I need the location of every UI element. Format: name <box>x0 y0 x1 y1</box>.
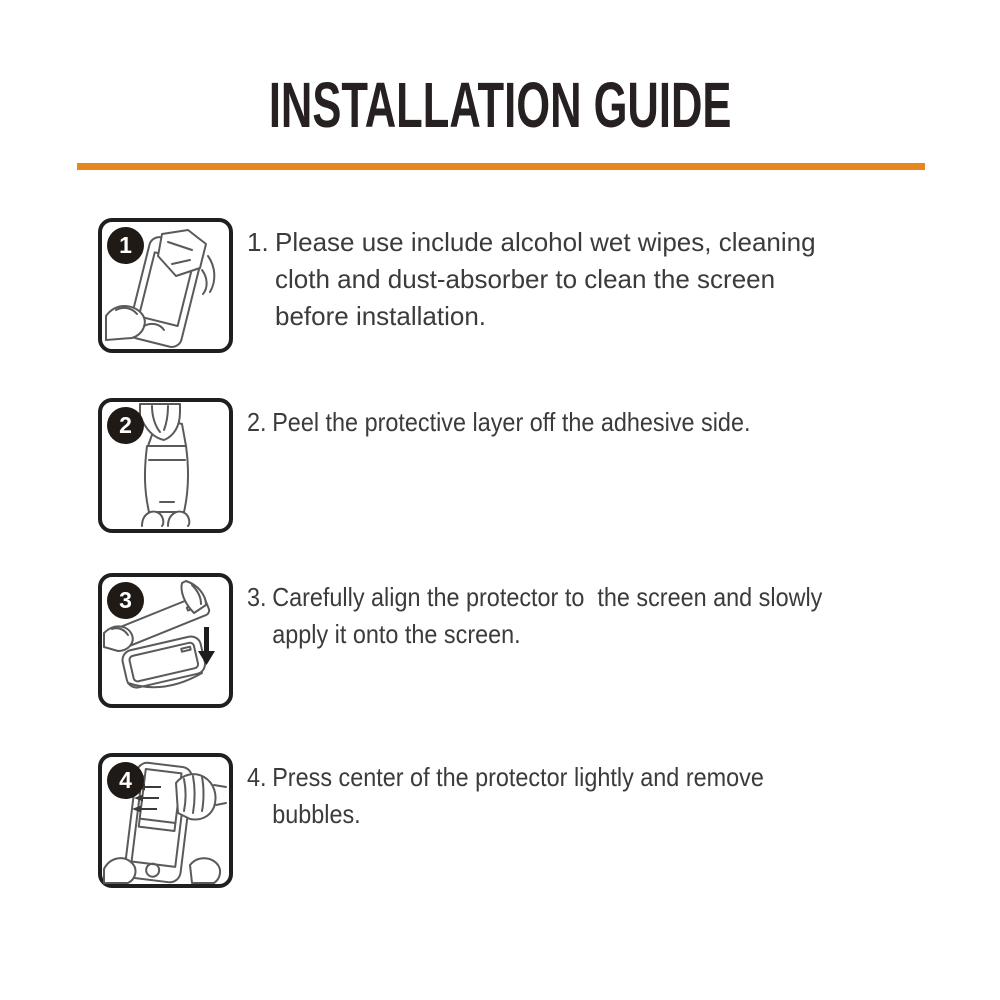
step-4-illustration-box <box>98 753 233 888</box>
step-4-line-2: bubbles. <box>272 799 361 829</box>
step-3-text <box>247 573 822 653</box>
step-1-text <box>247 218 816 335</box>
step-4-line-1: Press center of the protector lightly and remove <box>272 762 764 792</box>
page-title: INSTALLATION GUIDE <box>268 69 732 141</box>
step-1-prefix: 1. <box>247 227 269 257</box>
step-2-badge <box>107 407 144 444</box>
step-4-prefix: 4. <box>247 762 267 792</box>
step-row-2 <box>98 398 806 533</box>
step-2-illustration-box <box>98 398 233 533</box>
step-1-line-2: cloth and dust-absorber to clean the screen <box>275 264 776 294</box>
page-title-wrap <box>0 69 1000 141</box>
step-1-line-1: Please use include alcohol wet wipes, cleaning <box>275 227 816 257</box>
step-row-3 <box>98 573 886 708</box>
step-3-line-1: Carefully align the protector to the screen and slowly <box>272 582 823 612</box>
step-1-line-3: before installation. <box>275 301 487 331</box>
step-4-number: 4 <box>119 767 132 793</box>
step-2-prefix: 2. <box>247 407 267 437</box>
step-4-badge <box>107 762 144 799</box>
step-3-prefix: 3. <box>247 582 267 612</box>
title-divider <box>77 163 925 170</box>
step-row-1 <box>98 218 816 353</box>
step-1-badge <box>107 227 144 264</box>
step-4-text <box>247 753 764 833</box>
step-3-number: 3 <box>119 587 132 613</box>
step-row-4 <box>98 753 821 888</box>
step-2-text <box>247 398 750 441</box>
step-3-badge <box>107 582 144 619</box>
step-1-illustration-box <box>98 218 233 353</box>
step-3-illustration-box <box>98 573 233 708</box>
step-1-number: 1 <box>119 232 132 258</box>
step-2-line-1: Peel the protective layer off the adhesive side. <box>272 407 751 437</box>
step-2-number: 2 <box>119 412 132 438</box>
step-3-line-2: apply it onto the screen. <box>272 619 521 649</box>
